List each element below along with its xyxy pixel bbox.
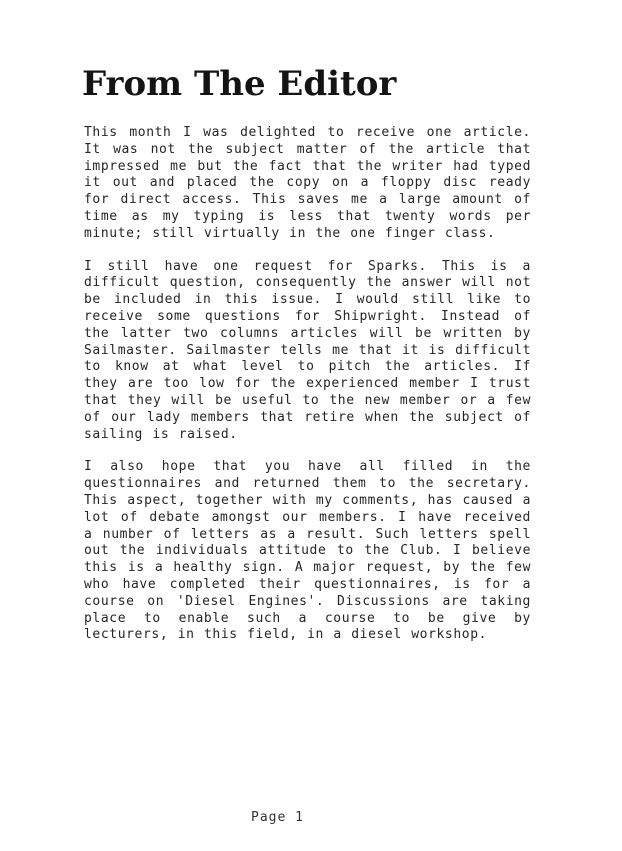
paragraph-2: I still have one request for Sparks. This is a difficult question, consequently the answer will not be included in this issue. I would still like to receive some questions for Shipwright. Instead of the latter two columns articles will be written by Sailmaster. Sailmaster tells me that it is difficult to know at what level to pitch the articles. If they are too low for the experienced member I trust that they will be useful to the new member or a few of our lady members that retire when the subject of sailing is raised. — [84, 258, 531, 442]
page-title: From The Editor — [82, 64, 397, 104]
page-number: Page 1 — [251, 810, 304, 825]
article-body — [84, 125, 531, 660]
paragraph-1: This month I was delighted to receive one article. It was not the subject matter of the article that impressed me but the fact that the writer had typed it out and placed the copy on a floppy disc ready for direct access. This saves me a large amount of time as my typing is less that twenty words per minute; still virtually in the one finger class. — [84, 125, 531, 241]
paragraph-3: I also hope that you have all filled in the questionnaires and returned them to the secretary. This aspect, together with my comments, has caused a lot of debate amongst our members. I have received a number of letters as a result. Such letters spell out the individuals attitude to the Club. I believe this is a healthy sign. A major request, by the few who have completed their questionnaires, is for a course on 'Diesel Engines'. Discussions are taking place to enable such a course to be give by lecturers, in this field, in a diesel workshop. — [84, 459, 531, 643]
